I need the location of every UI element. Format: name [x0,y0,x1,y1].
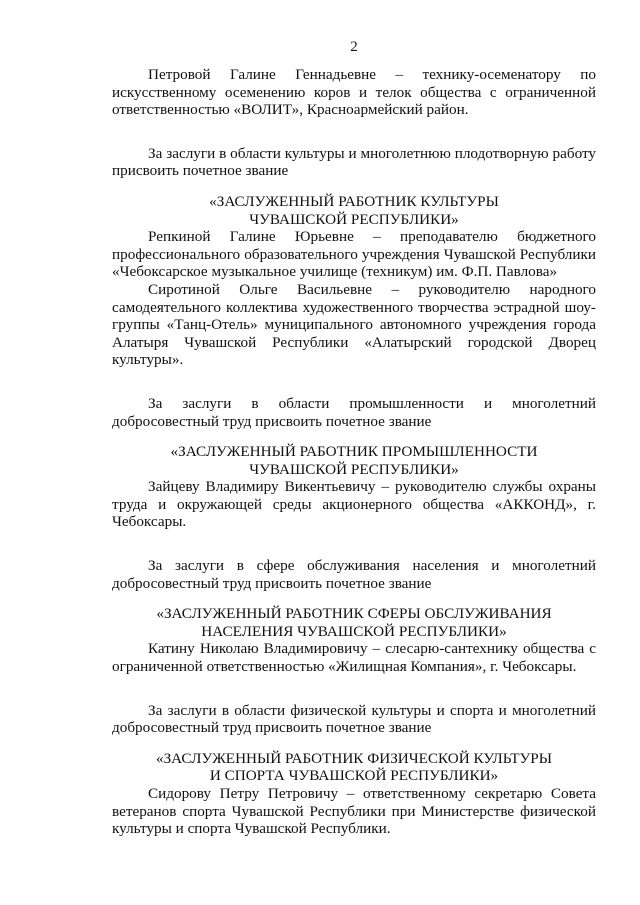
award-title [112,193,596,228]
award-intro: За заслуги в области промышленности и многолетний добросовестный труд присвоить почетное звание [112,394,596,430]
award-title-line: НАСЕЛЕНИЯ ЧУВАШСКОЙ РЕСПУБЛИКИ» [201,622,507,640]
page-number: 2 [350,39,358,55]
recipient-paragraph: Сидорову Петру Петровичу – ответственному секретарю Совета ветеранов спорта Чувашской Республики при Министерстве физической культуры и спорта Чувашской Республики. [112,785,596,838]
award-title-line: «ЗАСЛУЖЕННЫЙ РАБОТНИК ПРОМЫШЛЕННОСТИ [170,443,538,461]
award-title-line: ЧУВАШСКОЙ РЕСПУБЛИКИ» [249,460,459,478]
section-gap [112,369,596,395]
award-intro: За заслуги в области культуры и многолетнюю плодотворную работу присвоить почетное звание [112,144,596,180]
recipient-paragraph: Репкиной Галине Юрьевне – преподавателю бюджетного профессионального образовательного учреждения Чувашской Республики «Чебоксарское музыкальное училище (техникум) им. Ф.П. Павлова» [112,228,596,281]
award-title-line: И СПОРТА ЧУВАШСКОЙ РЕСПУБЛИКИ» [209,767,499,785]
award-title-line: «ЗАСЛУЖЕННЫЙ РАБОТНИК ФИЗИЧЕСКОЙ КУЛЬТУРЫ [155,749,552,767]
award-title-line: «ЗАСЛУЖЕННЫЙ РАБОТНИК КУЛЬТУРЫ [209,192,499,210]
award-title [112,443,596,478]
section-gap [112,531,596,557]
award-title-line: «ЗАСЛУЖЕННЫЙ РАБОТНИК СФЕРЫ ОБСЛУЖИВАНИЯ [156,605,552,623]
award-intro: За заслуги в области физической культуры и спорта и многолетний добросовестный труд присвоить почетное звание [112,701,596,737]
award-title-line: ЧУВАШСКОЙ РЕСПУБЛИКИ» [249,210,459,228]
recipient-paragraph: Катину Николаю Владимировичу – слесарю-сантехнику общества с ограниченной ответственностью «Жилищная Компания», г. Чебоксары. [112,640,596,676]
recipient-paragraph: Петровой Галине Геннадьевне – технику-осеменатору по искусственному осеменению коров и телок общества с ограниченной ответственностью «ВОЛИТ», Красноармейский район. [112,66,596,119]
recipient-paragraph: Зайцеву Владимиру Викентьевичу – руководителю службы охраны труда и окружающей среды акционерного общества «АККОНД», г. Чебоксары. [112,478,596,531]
award-title [112,605,596,640]
section-gap [112,676,596,702]
award-intro: За заслуги в сфере обслуживания населения и многолетний добросовестный труд присвоить почетное звание [112,557,596,592]
award-title [112,750,596,785]
recipient-paragraph: Сиротиной Ольге Васильевне – руководителю народного самодеятельного коллектива художественного творчества эстрадной шоу-группы «Танц-Отель» муниципального автономного учреждения города Алатыря Чувашской Республики «Алатырский городской Дворец культуры». [112,280,596,369]
section-gap [112,119,596,145]
